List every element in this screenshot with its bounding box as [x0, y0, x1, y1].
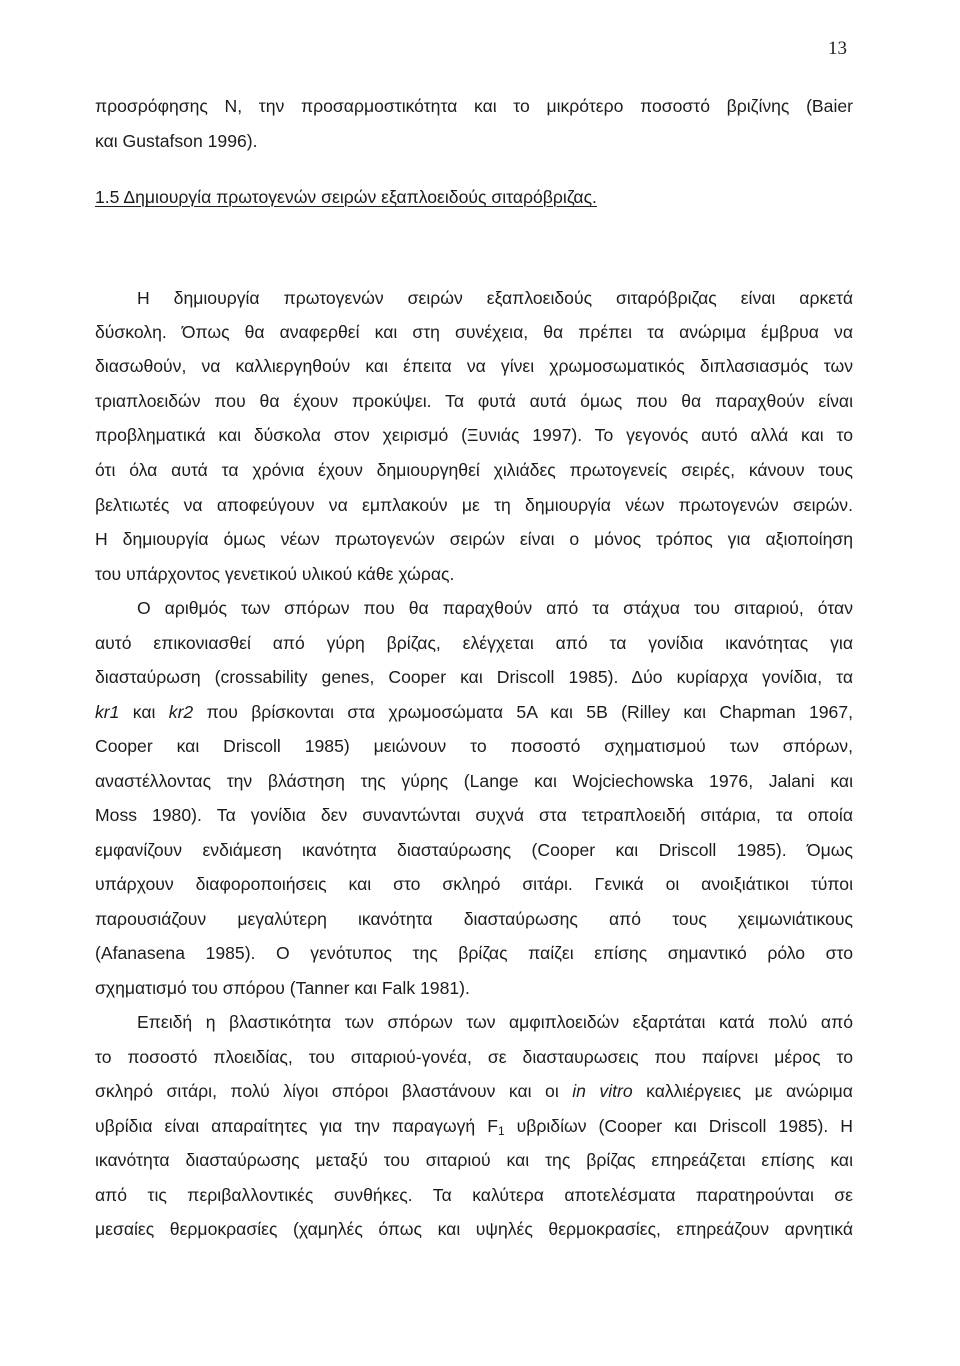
text-line: βελτιωτές να αποφεύγουν να εμπλακούν με τη δημιουργία νέων πρωτογενών σειρών.: [95, 495, 853, 515]
text-line: Επειδή η βλαστικότητα των σπόρων των αμφιπλοειδών εξαρτάται κατά πολύ από: [137, 1012, 853, 1032]
subscript: 1: [497, 1124, 505, 1138]
text-line: από τις περιβαλλοντικές συνθήκες. Τα καλύτερα αποτελέσματα παρατηρούνται σε: [95, 1185, 853, 1205]
text-line: Moss 1980). Τα γονίδια δεν συναντώνται συχνά στα τετραπλοειδή σιτάρια, τα οποία: [95, 805, 853, 825]
gene-name: kr1: [95, 702, 120, 722]
text-line: το ποσοστό πλοειδίας, του σιταριού-γονέα, σε διασταυρωσεις που παίρνει μέρος το: [95, 1047, 853, 1067]
text-line: ικανότητα διασταύρωσης μεταξύ του σιταριού και της βρίζας επηρεάζεται επίσης και: [95, 1150, 853, 1170]
text-line: διασωθούν, να καλλιεργηθούν και έπειτα να γίνει χρωμοσωματικός διπλασιασμός των: [95, 356, 853, 376]
text-line: δύσκολη. Όπως θα αναφερθεί και στη συνέχεια, θα πρέπει τα ανώριμα έμβρυα να: [95, 322, 853, 342]
text-line: μεσαίες θερμοκρασίες (χαμηλές όπως και υψηλές θερμοκρασίες, επηρεάζουν αρνητικά: [95, 1219, 853, 1239]
text-line: εμφανίζουν ενδιάμεση ικανότητα διασταύρωσης (Cooper και Driscoll 1985). Όμως: [95, 840, 853, 860]
text-line: [95, 1115, 853, 1137]
text-line: (Afanasena 1985). Ο γενότυπος της βρίζας παίζει επίσης σημαντικό ρόλο στο: [95, 943, 853, 963]
latin-term: in vitro: [572, 1081, 633, 1101]
text-line: Cooper και Driscoll 1985) μειώνουν το ποσοστό σχηματισμού των σπόρων,: [95, 736, 853, 756]
text-line: σχηματισμό του σπόρου (Tanner και Falk 1981).: [95, 978, 470, 998]
text-segment: σκληρό σιτάρι, πολύ λίγοι σπόροι βλαστάνουν και οι: [95, 1081, 573, 1101]
text-line: Η δημιουργία όμως νέων πρωτογενών σειρών είναι ο μόνος τρόπος για αξιοποίηση: [95, 529, 853, 549]
text-line: υπάρχουν διαφοροποιήσεις και στο σκληρό σιτάρι. Γενικά οι ανοιξιάτικοι τύποι: [95, 874, 853, 894]
text-line: τριαπλοειδών που θα έχουν προκύψει. Τα φυτά αυτά όμως που θα παραχθούν είναι: [95, 391, 853, 411]
section-heading: 1.5 Δημιουργία πρωτογενών σειρών εξαπλοειδούς σιταρόβριζας.: [95, 187, 597, 207]
text-line: του υπάρχοντος γενετικού υλικού κάθε χώρας.: [95, 564, 455, 584]
text-line: [95, 701, 853, 723]
text-line: και Gustafson 1996).: [95, 131, 258, 151]
text-line: αναστέλλοντας την βλάστηση της γύρης (Lange και Wojciechowska 1976, Jalani και: [95, 771, 853, 791]
text-segment: υβριδίων (Cooper και Driscoll 1985). Η: [504, 1116, 853, 1136]
text-segment: καλλιέργειες με ανώριμα: [632, 1081, 853, 1101]
text-line: Η δημιουργία πρωτογενών σειρών εξαπλοειδούς σιταρόβριζας είναι αρκετά: [137, 288, 853, 308]
text-line: [95, 1080, 853, 1102]
text-line: προσρόφησης N, την προσαρμοστικότητα και το μικρότερο ποσοστό βριζίνης (Baier: [95, 96, 853, 116]
text-line: παρουσιάζουν μεγαλύτερη ικανότητα διασταύρωσης από τους χειμωνιάτικους: [95, 909, 853, 929]
text-line: ότι όλα αυτά τα χρόνια έχουν δημιουργηθεί χιλιάδες πρωτογενείς σειρές, κάνουν τους: [95, 460, 853, 480]
text-line: προβληματικά και δύσκολα στον χειρισμό (Ξυνιάς 1997). Το γεγονός αυτό αλλά και το: [95, 425, 853, 445]
gene-name: kr2: [168, 702, 194, 722]
text-segment: και: [119, 702, 169, 722]
page-number: 13: [828, 38, 847, 59]
text-segment: υβρίδια είναι απαραίτητες για την παραγωγή F: [95, 1116, 498, 1136]
text-line: αυτό επικονιασθεί από γύρη βρίζας, ελέγχεται από τα γονίδια ικανότητας για: [95, 633, 853, 653]
text-line: διασταύρωση (crossability genes, Cooper και Driscoll 1985). Δύο κυρίαρχα γονίδια, τα: [95, 667, 853, 687]
text-segment: που βρίσκονται στα χρωμοσώματα 5A και 5B (Rilley και Chapman 1967,: [193, 702, 853, 722]
text-line: Ο αριθμός των σπόρων που θα παραχθούν από τα στάχυα του σιταριού, όταν: [137, 598, 853, 618]
